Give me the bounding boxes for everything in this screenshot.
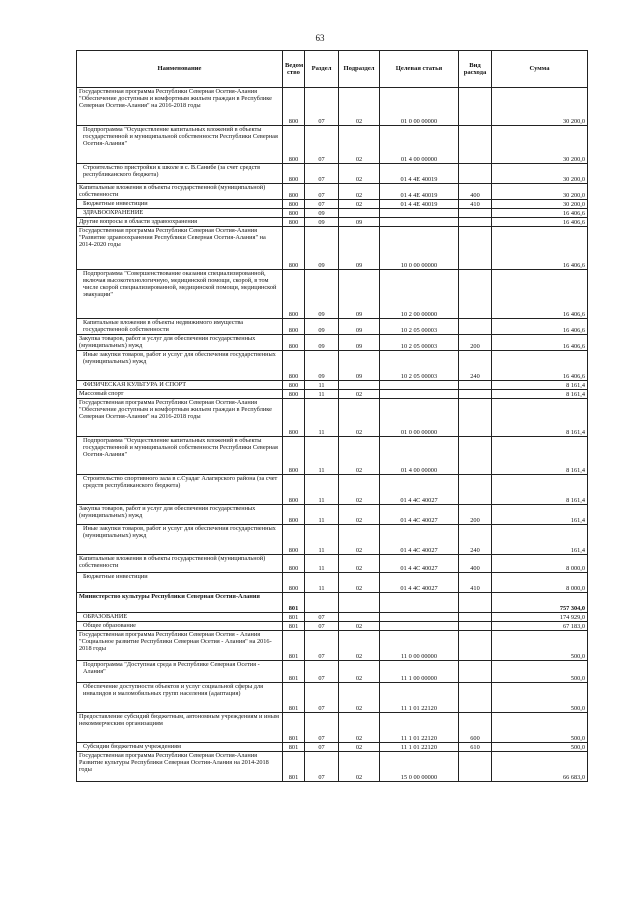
row-vid-rashoda <box>459 209 492 218</box>
table-row <box>77 525 588 555</box>
row-razdel: 07 <box>305 622 339 631</box>
row-vedomstvo: 801 <box>283 743 305 752</box>
row-name: Общее образование <box>77 622 283 631</box>
row-summa: 30 200,0 <box>492 184 588 200</box>
row-podrazdel: 09 <box>339 270 380 319</box>
row-razdel: 11 <box>305 437 339 475</box>
row-vedomstvo: 801 <box>283 661 305 683</box>
row-celevaya-statya: 11 1 00 00000 <box>380 661 459 683</box>
row-vedomstvo: 800 <box>283 555 305 573</box>
row-podrazdel: 02 <box>339 713 380 743</box>
row-name: Строительство пристройки к школе в с. В.Санибе (за счет средств республиканского бюджета) <box>77 164 283 184</box>
row-vid-rashoda: 610 <box>459 743 492 752</box>
row-podrazdel: 02 <box>339 200 380 209</box>
row-celevaya-statya: 01 4 4C 40027 <box>380 525 459 555</box>
row-vid-rashoda <box>459 319 492 335</box>
row-summa: 8 161,4 <box>492 390 588 399</box>
row-razdel: 07 <box>305 200 339 209</box>
row-name: Бюджетные инвестиции <box>77 200 283 209</box>
table-row <box>77 661 588 683</box>
row-celevaya-statya: 01 4 4E 40019 <box>380 164 459 184</box>
row-vedomstvo: 800 <box>283 381 305 390</box>
row-vedomstvo: 800 <box>283 437 305 475</box>
table-body <box>77 88 588 782</box>
table-row <box>77 752 588 782</box>
row-vid-rashoda <box>459 475 492 505</box>
table-row <box>77 270 588 319</box>
row-vid-rashoda: 400 <box>459 184 492 200</box>
row-celevaya-statya <box>380 593 459 613</box>
row-vid-rashoda <box>459 390 492 399</box>
row-podrazdel: 02 <box>339 505 380 525</box>
row-name: Бюджетные инвестиции <box>77 573 283 593</box>
row-vid-rashoda <box>459 218 492 227</box>
row-vedomstvo: 800 <box>283 525 305 555</box>
row-vedomstvo: 800 <box>283 209 305 218</box>
row-celevaya-statya <box>380 390 459 399</box>
table-row <box>77 437 588 475</box>
row-summa: 500,0 <box>492 631 588 661</box>
row-vid-rashoda <box>459 593 492 613</box>
row-podrazdel <box>339 593 380 613</box>
row-vedomstvo: 801 <box>283 683 305 713</box>
table-row <box>77 683 588 713</box>
page-number: 63 <box>315 33 325 43</box>
row-celevaya-statya: 01 4 00 00000 <box>380 437 459 475</box>
row-summa: 16 406,6 <box>492 227 588 270</box>
row-vid-rashoda: 410 <box>459 200 492 209</box>
row-name: Закупка товаров, работ и услуг для обеспечения государственных (муниципальных) нужд <box>77 335 283 351</box>
row-vedomstvo: 801 <box>283 593 305 613</box>
row-summa: 161,4 <box>492 525 588 555</box>
table-row <box>77 613 588 622</box>
row-summa: 16 406,6 <box>492 319 588 335</box>
row-razdel: 07 <box>305 713 339 743</box>
row-vedomstvo: 800 <box>283 184 305 200</box>
row-summa: 8 161,4 <box>492 399 588 437</box>
row-celevaya-statya: 11 0 00 00000 <box>380 631 459 661</box>
row-razdel: 07 <box>305 164 339 184</box>
row-vedomstvo: 800 <box>283 126 305 164</box>
row-vid-rashoda <box>459 613 492 622</box>
row-celevaya-statya: 11 1 01 22120 <box>380 743 459 752</box>
row-celevaya-statya: 01 0 00 00000 <box>380 88 459 126</box>
row-podrazdel: 02 <box>339 743 380 752</box>
row-razdel: 11 <box>305 525 339 555</box>
row-celevaya-statya: 15 0 00 00000 <box>380 752 459 782</box>
row-podrazdel <box>339 381 380 390</box>
row-razdel: 09 <box>305 227 339 270</box>
row-name: Другие вопросы в области здравоохранения <box>77 218 283 227</box>
table-row <box>77 475 588 505</box>
row-celevaya-statya: 10 2 05 00003 <box>380 335 459 351</box>
row-razdel: 07 <box>305 184 339 200</box>
table-row <box>77 505 588 525</box>
table-row <box>77 713 588 743</box>
row-vid-rashoda <box>459 88 492 126</box>
row-podrazdel: 02 <box>339 555 380 573</box>
row-name: ФИЗИЧЕСКАЯ КУЛЬТУРА И СПОРТ <box>77 381 283 390</box>
table-row <box>77 184 588 200</box>
row-name: Подпрограмма "Осуществление капитальных вложений в объекты государственной и муниципальной собственности Республики Северная Осетия-Алания" <box>77 126 283 164</box>
header-vedomstvo: Ведом ство <box>283 51 305 88</box>
row-razdel: 09 <box>305 351 339 381</box>
row-celevaya-statya: 10 2 00 00000 <box>380 270 459 319</box>
row-vedomstvo: 800 <box>283 351 305 381</box>
row-vedomstvo: 801 <box>283 622 305 631</box>
budget-table <box>76 50 588 782</box>
row-vid-rashoda: 200 <box>459 505 492 525</box>
row-summa: 8 000,0 <box>492 555 588 573</box>
row-razdel: 07 <box>305 683 339 713</box>
table-row <box>77 555 588 573</box>
row-podrazdel: 02 <box>339 126 380 164</box>
row-podrazdel: 02 <box>339 683 380 713</box>
row-celevaya-statya: 11 1 01 22120 <box>380 683 459 713</box>
row-vid-rashoda: 600 <box>459 713 492 743</box>
row-name: Государственная программа Республики Северная Осетия-Алания Развитие культуры Республики Северная Осетия-Алания на 2014-2018 годы <box>77 752 283 782</box>
row-razdel: 09 <box>305 218 339 227</box>
row-vid-rashoda <box>459 164 492 184</box>
row-celevaya-statya: 10 0 00 00000 <box>380 227 459 270</box>
row-vedomstvo: 801 <box>283 752 305 782</box>
row-name: Обеспечение доступности объектов и услуг социальной сферы для инвалидов и маломобильных групп населения (адаптация) <box>77 683 283 713</box>
row-vid-rashoda <box>459 126 492 164</box>
row-razdel: 07 <box>305 743 339 752</box>
row-summa: 16 406,6 <box>492 351 588 381</box>
header-razdel: Раздел <box>305 51 339 88</box>
row-podrazdel <box>339 613 380 622</box>
row-razdel: 07 <box>305 613 339 622</box>
row-podrazdel: 02 <box>339 475 380 505</box>
row-vedomstvo: 801 <box>283 631 305 661</box>
row-summa: 16 406,6 <box>492 209 588 218</box>
row-podrazdel: 02 <box>339 622 380 631</box>
table-header-row <box>77 51 588 88</box>
row-celevaya-statya <box>380 381 459 390</box>
table-row <box>77 593 588 613</box>
row-vid-rashoda <box>459 661 492 683</box>
table-row <box>77 622 588 631</box>
row-razdel: 09 <box>305 319 339 335</box>
row-summa: 8 000,0 <box>492 573 588 593</box>
row-razdel: 11 <box>305 505 339 525</box>
row-razdel: 07 <box>305 661 339 683</box>
header-summa: Сумма <box>492 51 588 88</box>
row-summa: 67 183,0 <box>492 622 588 631</box>
row-name: Государственная программа Республики Северная Осетия-Алания "Обеспечение доступным и комфортным жильем граждан в Республике Северная Осетия-Алания" на 2016-2018 годы <box>77 88 283 126</box>
row-vedomstvo: 800 <box>283 270 305 319</box>
row-podrazdel: 09 <box>339 351 380 381</box>
header-vid-rashoda: Вид расхода <box>459 51 492 88</box>
row-podrazdel <box>339 209 380 218</box>
row-vid-rashoda <box>459 622 492 631</box>
table-row <box>77 399 588 437</box>
table-row <box>77 631 588 661</box>
row-celevaya-statya: 01 4 4E 40019 <box>380 184 459 200</box>
row-celevaya-statya: 01 4 4C 40027 <box>380 475 459 505</box>
table-row <box>77 200 588 209</box>
row-celevaya-statya <box>380 209 459 218</box>
row-razdel <box>305 593 339 613</box>
row-vedomstvo: 800 <box>283 335 305 351</box>
row-celevaya-statya: 10 2 05 00003 <box>380 319 459 335</box>
row-summa: 16 406,6 <box>492 335 588 351</box>
row-vid-rashoda <box>459 227 492 270</box>
row-celevaya-statya: 01 4 00 00000 <box>380 126 459 164</box>
row-vedomstvo: 800 <box>283 573 305 593</box>
row-vid-rashoda: 410 <box>459 573 492 593</box>
row-name: Строительство спортивного зала в с.Суадаг Алагирского района (за счет средств республиканского бюджета) <box>77 475 283 505</box>
row-vid-rashoda <box>459 399 492 437</box>
row-podrazdel: 02 <box>339 184 380 200</box>
row-celevaya-statya: 01 4 4C 40027 <box>380 505 459 525</box>
row-vedomstvo: 800 <box>283 88 305 126</box>
row-celevaya-statya <box>380 622 459 631</box>
row-podrazdel: 09 <box>339 218 380 227</box>
row-razdel: 07 <box>305 88 339 126</box>
row-podrazdel: 02 <box>339 437 380 475</box>
row-name: Закупка товаров, работ и услуг для обеспечения государственных (муниципальных) нужд <box>77 505 283 525</box>
row-vid-rashoda <box>459 437 492 475</box>
row-vedomstvo: 800 <box>283 475 305 505</box>
row-podrazdel: 02 <box>339 525 380 555</box>
row-name: ЗДРАВООХРАНЕНИЕ <box>77 209 283 218</box>
row-vid-rashoda: 200 <box>459 335 492 351</box>
row-name: Государственная программа Республики Северная Осетия-Алания "Развитие здравоохранения Республики Северная Осетия-Алания" на 2014-2020 годы <box>77 227 283 270</box>
row-name: Подпрограмма "Совершенствование оказания специализированной, включая высокотехнологичную, медицинской помощи, скорой, в том числе скорой специализированной, медицинской помощи, медицинской эвакуации" <box>77 270 283 319</box>
header-name: Наименование <box>77 51 283 88</box>
row-vedomstvo: 801 <box>283 613 305 622</box>
row-podrazdel: 02 <box>339 752 380 782</box>
row-name: Капитальные вложения в объекты государственной (муниципальной) собственности <box>77 184 283 200</box>
table-row <box>77 227 588 270</box>
table-row <box>77 88 588 126</box>
row-vid-rashoda <box>459 752 492 782</box>
row-name: Государственная программа Республики Северная Осетия-Алания "Обеспечение доступным и комфортным жильем граждан в Республике Северная Осетия-Алания" на 2016-2018 годы <box>77 399 283 437</box>
row-celevaya-statya <box>380 613 459 622</box>
table-row <box>77 319 588 335</box>
row-summa: 30 200,0 <box>492 200 588 209</box>
row-razdel: 11 <box>305 399 339 437</box>
row-podrazdel: 02 <box>339 661 380 683</box>
row-summa: 30 200,0 <box>492 88 588 126</box>
row-summa: 757 304,0 <box>492 593 588 613</box>
row-name: Подпрограмма "Доступная среда в Республике Северная Осетия - Алания" <box>77 661 283 683</box>
table-row <box>77 743 588 752</box>
row-summa: 500,0 <box>492 743 588 752</box>
row-celevaya-statya: 01 4 4C 40027 <box>380 573 459 593</box>
table-row <box>77 381 588 390</box>
row-name: Иные закупки товаров, работ и услуг для обеспечения государственных (муниципальных) нужд <box>77 351 283 381</box>
row-podrazdel: 02 <box>339 631 380 661</box>
row-podrazdel: 02 <box>339 573 380 593</box>
row-vedomstvo: 800 <box>283 218 305 227</box>
row-name: Иные закупки товаров, работ и услуг для обеспечения государственных (муниципальных) нужд <box>77 525 283 555</box>
row-vid-rashoda <box>459 381 492 390</box>
row-podrazdel: 02 <box>339 390 380 399</box>
table-row <box>77 209 588 218</box>
row-name: ОБРАЗОВАНИЕ <box>77 613 283 622</box>
row-razdel: 09 <box>305 209 339 218</box>
row-celevaya-statya: 01 4 4E 40019 <box>380 200 459 209</box>
row-vedomstvo: 801 <box>283 713 305 743</box>
row-vedomstvo: 800 <box>283 227 305 270</box>
row-razdel: 09 <box>305 335 339 351</box>
row-razdel: 09 <box>305 270 339 319</box>
row-summa: 30 200,0 <box>492 164 588 184</box>
header-podrazdel: Подраздел <box>339 51 380 88</box>
row-razdel: 11 <box>305 573 339 593</box>
row-podrazdel: 02 <box>339 164 380 184</box>
row-podrazdel: 09 <box>339 227 380 270</box>
row-vedomstvo: 800 <box>283 319 305 335</box>
row-summa: 500,0 <box>492 683 588 713</box>
table-row <box>77 573 588 593</box>
row-razdel: 11 <box>305 475 339 505</box>
row-summa: 66 683,0 <box>492 752 588 782</box>
row-name: Государственная программа Республики Северная Осетия - Алания "Социальное развитие Республики Северная Осетия - Алания" на 2016-2018 годы <box>77 631 283 661</box>
table-row <box>77 390 588 399</box>
row-summa: 174 929,0 <box>492 613 588 622</box>
row-podrazdel: 02 <box>339 88 380 126</box>
row-name: Субсидии бюджетным учреждениям <box>77 743 283 752</box>
row-celevaya-statya: 11 1 01 22120 <box>380 713 459 743</box>
row-podrazdel: 09 <box>339 319 380 335</box>
row-razdel: 11 <box>305 381 339 390</box>
row-vedomstvo: 800 <box>283 399 305 437</box>
row-vedomstvo: 800 <box>283 164 305 184</box>
row-celevaya-statya: 01 0 00 00000 <box>380 399 459 437</box>
row-vedomstvo: 800 <box>283 200 305 209</box>
row-vid-rashoda: 240 <box>459 525 492 555</box>
row-summa: 500,0 <box>492 713 588 743</box>
row-summa: 161,4 <box>492 505 588 525</box>
table-row <box>77 335 588 351</box>
row-name: Массовый спорт <box>77 390 283 399</box>
row-summa: 8 161,4 <box>492 381 588 390</box>
row-vedomstvo: 800 <box>283 390 305 399</box>
row-summa: 8 161,4 <box>492 437 588 475</box>
row-razdel: 11 <box>305 555 339 573</box>
row-name: Капитальные вложения в объекты государственной (муниципальной) собственности <box>77 555 283 573</box>
row-celevaya-statya <box>380 218 459 227</box>
row-vid-rashoda: 400 <box>459 555 492 573</box>
table-row <box>77 218 588 227</box>
row-razdel: 07 <box>305 631 339 661</box>
row-summa: 16 406,6 <box>492 218 588 227</box>
table-row <box>77 164 588 184</box>
row-summa: 16 406,6 <box>492 270 588 319</box>
row-podrazdel: 02 <box>339 399 380 437</box>
row-vid-rashoda: 240 <box>459 351 492 381</box>
row-name: Подпрограмма "Осуществление капитальных вложений в объекты государственной и муниципальной собственности Республики Северная Осетия-Алания" <box>77 437 283 475</box>
row-vid-rashoda <box>459 631 492 661</box>
row-vid-rashoda <box>459 270 492 319</box>
row-summa: 30 200,0 <box>492 126 588 164</box>
row-celevaya-statya: 01 4 4C 40027 <box>380 555 459 573</box>
row-razdel: 11 <box>305 390 339 399</box>
row-summa: 500,0 <box>492 661 588 683</box>
table-row <box>77 126 588 164</box>
row-celevaya-statya: 10 2 05 00003 <box>380 351 459 381</box>
header-celevaya-statya: Целевая статья <box>380 51 459 88</box>
row-razdel: 07 <box>305 126 339 164</box>
row-razdel: 07 <box>305 752 339 782</box>
row-vedomstvo: 800 <box>283 505 305 525</box>
row-vid-rashoda <box>459 683 492 713</box>
row-name: Капитальные вложения в объекты недвижимого имущества государственной собственности <box>77 319 283 335</box>
row-podrazdel: 09 <box>339 335 380 351</box>
row-name: Предоставление субсидий бюджетным, автономным учреждениям и иным некоммерческим организациям <box>77 713 283 743</box>
row-summa: 8 161,4 <box>492 475 588 505</box>
row-name: Министерство культуры Республики Северная Осетия-Алания <box>77 593 283 613</box>
table-row <box>77 351 588 381</box>
